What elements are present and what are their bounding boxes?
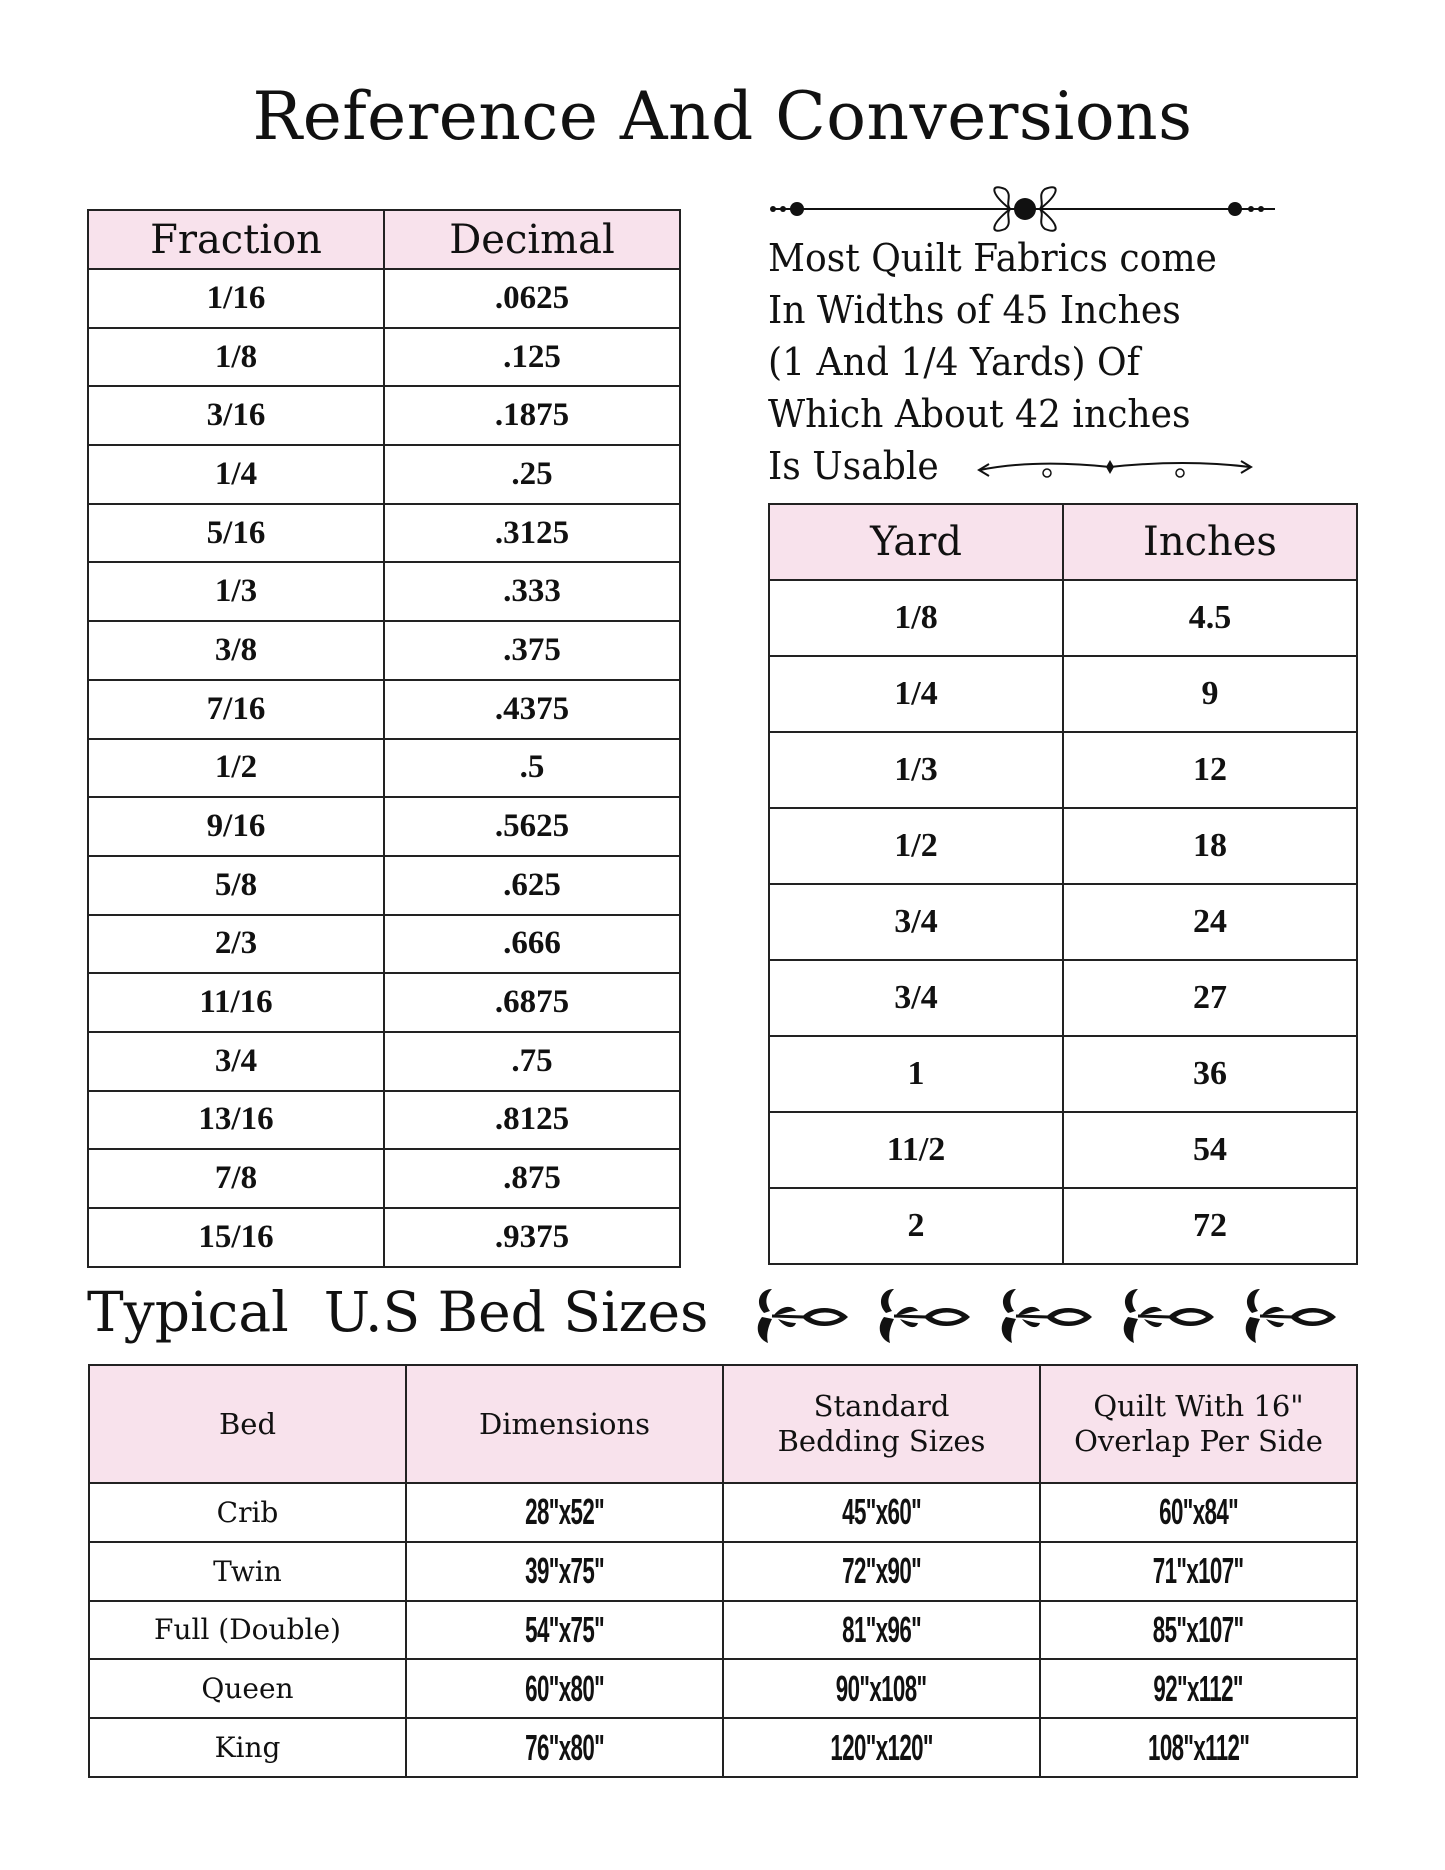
table-cell: .8125 [384, 1091, 680, 1150]
note-line: (1 And 1/4 Yards) Of [768, 340, 1140, 384]
table-cell: 1 [769, 1036, 1063, 1112]
column-header: Dimensions [406, 1365, 723, 1483]
table-cell [723, 1542, 1040, 1601]
table-cell: 7/8 [88, 1149, 384, 1208]
fraction-decimal-table [87, 209, 681, 1268]
table-cell: 1/8 [88, 328, 384, 387]
table-cell: .9375 [384, 1208, 680, 1267]
table-cell: 11/2 [769, 1112, 1063, 1188]
table-cell: 9/16 [88, 797, 384, 856]
table-cell: 1/2 [769, 808, 1063, 884]
table-cell: King [89, 1718, 406, 1777]
table-row [769, 884, 1357, 960]
leaf-motif [1246, 1289, 1336, 1343]
table-row [769, 1036, 1357, 1112]
table-cell: 5/16 [88, 504, 384, 563]
table-row [88, 504, 680, 563]
table-cell [406, 1718, 723, 1777]
table-cell [1040, 1542, 1357, 1601]
table-cell: .875 [384, 1149, 680, 1208]
table-row [88, 386, 680, 445]
table-cell: 18 [1063, 808, 1357, 884]
table-row [88, 1149, 680, 1208]
table-cell: 13/16 [88, 1091, 384, 1150]
table-cell: 36 [1063, 1036, 1357, 1112]
table-cell: .375 [384, 621, 680, 680]
table-row [88, 328, 680, 387]
column-header: Quilt With 16" Overlap Per Side [1040, 1365, 1357, 1483]
arrow-flourish-icon [975, 455, 1275, 485]
header-row [89, 1365, 1357, 1483]
page-title: Reference And Conversions [252, 78, 1193, 155]
table-cell: .125 [384, 328, 680, 387]
table-cell [1040, 1718, 1357, 1777]
table-row [89, 1483, 1357, 1542]
table-cell: Queen [89, 1659, 406, 1718]
table-cell: 1/3 [769, 732, 1063, 808]
leaf-motif [758, 1289, 848, 1343]
table-row [88, 1208, 680, 1267]
table-cell: .4375 [384, 680, 680, 739]
table-row [88, 621, 680, 680]
table-cell: 3/16 [88, 386, 384, 445]
table-row [89, 1601, 1357, 1660]
table-cell: 4.5 [1063, 580, 1357, 656]
table-cell: 2/3 [88, 915, 384, 974]
leaf-border-icon [752, 1285, 1367, 1345]
table-cell [723, 1718, 1040, 1777]
table-row [769, 1188, 1357, 1264]
table-row [88, 973, 680, 1032]
table-cell: 54 [1063, 1112, 1357, 1188]
table-row [769, 1112, 1357, 1188]
table-row [88, 915, 680, 974]
table-cell: 3/4 [769, 884, 1063, 960]
table-cell: 5/8 [88, 856, 384, 915]
leaf-motif [1124, 1289, 1214, 1343]
table-cell: .625 [384, 856, 680, 915]
table-cell: .666 [384, 915, 680, 974]
table-cell [723, 1659, 1040, 1718]
table-row [769, 732, 1357, 808]
column-header: Yard [769, 504, 1063, 580]
table-cell: .0625 [384, 269, 680, 328]
column-header: Fraction [88, 210, 384, 269]
table-cell: 72 [1063, 1188, 1357, 1264]
table-row [769, 580, 1357, 656]
table-cell: 1/8 [769, 580, 1063, 656]
table-cell: .5625 [384, 797, 680, 856]
column-header: Standard Bedding Sizes [723, 1365, 1040, 1483]
table-cell [406, 1483, 723, 1542]
table-cell: 11/16 [88, 973, 384, 1032]
table-cell [406, 1601, 723, 1660]
table-cell: .6875 [384, 973, 680, 1032]
column-header: Decimal [384, 210, 680, 269]
table-cell [1040, 1601, 1357, 1660]
table-cell [1040, 1483, 1357, 1542]
table-row [88, 680, 680, 739]
cell-value: 72"x90" [842, 1550, 921, 1592]
cell-value: 45"x60" [842, 1491, 921, 1533]
table-row [88, 1032, 680, 1091]
table-cell [406, 1659, 723, 1718]
table-cell: 3/8 [88, 621, 384, 680]
table-cell: .1875 [384, 386, 680, 445]
table-row [88, 739, 680, 798]
table-cell: Twin [89, 1542, 406, 1601]
note-line: Is Usable [768, 444, 939, 488]
table-row [769, 656, 1357, 732]
table-cell: 15/16 [88, 1208, 384, 1267]
table-row [769, 808, 1357, 884]
table-row [88, 562, 680, 621]
header-row [769, 504, 1357, 580]
table-row [89, 1542, 1357, 1601]
table-cell: Crib [89, 1483, 406, 1542]
note-line: In Widths of 45 Inches [768, 288, 1181, 332]
header-row [88, 210, 680, 269]
cell-value: 39"x75" [525, 1550, 604, 1592]
table-cell: 2 [769, 1188, 1063, 1264]
note-line: Which About 42 inches [768, 392, 1191, 436]
cell-value: 60"x80" [525, 1667, 604, 1709]
cell-value: 108"x112" [1147, 1726, 1250, 1768]
bed-sizes-table [88, 1364, 1358, 1778]
table-row [769, 960, 1357, 1036]
table-cell: 1/4 [769, 656, 1063, 732]
bed-sizes-heading: Typical U.S Bed Sizes [87, 1280, 709, 1344]
table-cell: 3/4 [769, 960, 1063, 1036]
table-row [88, 445, 680, 504]
table-cell: .5 [384, 739, 680, 798]
table-cell: .25 [384, 445, 680, 504]
table-cell: 12 [1063, 732, 1357, 808]
table-cell: 1/3 [88, 562, 384, 621]
table-cell: 1/16 [88, 269, 384, 328]
table-row [88, 269, 680, 328]
cell-value: 28"x52" [525, 1491, 604, 1533]
table-cell: 9 [1063, 656, 1357, 732]
table-cell: 1/2 [88, 739, 384, 798]
cell-value: 85"x107" [1153, 1608, 1244, 1650]
table-cell: .75 [384, 1032, 680, 1091]
table-cell: 3/4 [88, 1032, 384, 1091]
cell-value: 71"x107" [1153, 1550, 1244, 1592]
cell-value: 92"x112" [1153, 1667, 1244, 1709]
table-cell: 24 [1063, 884, 1357, 960]
table-row [88, 856, 680, 915]
table-cell [1040, 1659, 1357, 1718]
table-cell: 27 [1063, 960, 1357, 1036]
column-header: Inches [1063, 504, 1357, 580]
table-cell: Full (Double) [89, 1601, 406, 1660]
table-cell: 1/4 [88, 445, 384, 504]
cell-value: 90"x108" [836, 1667, 927, 1709]
cell-value: 76"x80" [525, 1726, 604, 1768]
fabric-width-note [768, 232, 1241, 492]
cell-value: 60"x84" [1159, 1491, 1238, 1533]
table-row [88, 797, 680, 856]
leaf-motif [880, 1289, 970, 1343]
column-header: Bed [89, 1365, 406, 1483]
table-cell [723, 1483, 1040, 1542]
leaf-motif [1002, 1289, 1092, 1343]
table-cell [723, 1601, 1040, 1660]
table-row [89, 1659, 1357, 1718]
cell-value: 81"x96" [842, 1608, 921, 1650]
note-line: Most Quilt Fabrics come [768, 236, 1217, 280]
table-cell: .3125 [384, 504, 680, 563]
yard-inches-table [768, 503, 1358, 1265]
cell-value: 54"x75" [525, 1608, 604, 1650]
table-row [89, 1718, 1357, 1777]
table-row [88, 1091, 680, 1150]
table-cell: .333 [384, 562, 680, 621]
table-cell [406, 1542, 723, 1601]
cell-value: 120"x120" [830, 1726, 933, 1768]
table-cell: 7/16 [88, 680, 384, 739]
